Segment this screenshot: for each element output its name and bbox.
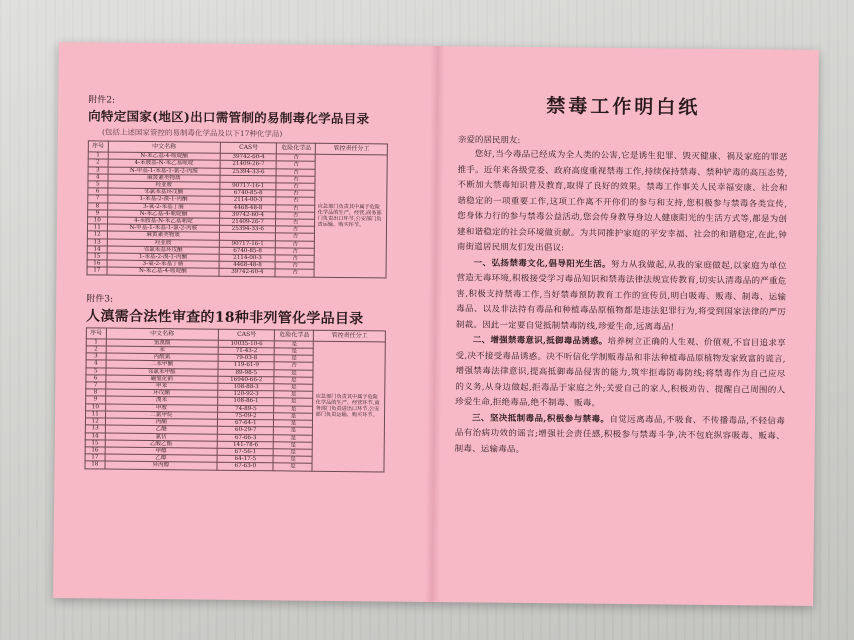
paragraph-text: 您好,当今毒品已经成为全人类的公害,它是诱生犯罪、毁灭健康、祸及家庭的罪恶推手。近年来各级党委、政府高度重视禁毒工作,持续保持禁毒、禁种铲毒的高压态势,不断加大禁毒知识普及教育,取得了良好的效果。禁毒工作事关人民幸福安康、社会和谐稳定的一项重要工作,这项工作离不开你们的参与和支持,您积极参与禁毒各类宣传,您身体力行的参与禁毒公益活动,您会传身教导身边人健康阳光的生活方式等,都是为创建和谐稳定的社会环境做贡献。为共同推护家庭的平安幸福、社会的和谐稳定,在此,钟南街道居民朋友们发出倡议: [456, 149, 788, 254]
appendix3-label: 附件3: [86, 293, 114, 305]
chemical-name-cell: 3-氧-2-苯基丁腈 [107, 260, 220, 268]
header-cell: CAS号 [218, 329, 274, 341]
cas-number-cell: 90717-16-1 [219, 240, 275, 248]
chemical-name-cell: 麻黄素类物质 [107, 174, 220, 182]
chemical-name-cell: 4-苯胺基-N-苯乙基哌啶 [108, 159, 221, 167]
chemical-name-cell: N-苯乙基-4-哌啶酮 [107, 210, 220, 218]
hazardous-flag-cell: 是 [274, 449, 313, 457]
chemical-name-cell: 乙酸乙酯 [105, 440, 218, 448]
row-number-cell: 13 [87, 238, 107, 245]
hazardous-flag-cell: 否 [276, 190, 315, 198]
hazardous-flag-cell: 是 [273, 463, 312, 471]
row-number-cell: 15 [87, 253, 107, 260]
row-number-cell: 4 [86, 360, 106, 367]
chemical-name-cell: 1-苯基-2-溴-1-丙酮 [107, 195, 220, 203]
hazardous-flag-cell: 否 [276, 226, 315, 234]
appendix3-title: 人滇需合法性审查的18种非列管化学品目录 [85, 307, 364, 327]
hazardous-flag-cell: 是 [274, 427, 313, 435]
chemical-name-cell: N-苯乙基-4-哌啶酮 [108, 152, 221, 160]
cas-number-cell: 71-43-2 [218, 347, 274, 355]
chemical-name-cell: 羟亚胺 [107, 239, 220, 247]
hazardous-flag-cell: 是 [275, 341, 314, 349]
hazardous-flag-cell: 是 [274, 420, 313, 428]
chemical-name-cell: N-苯乙基-4-哌啶酮 [106, 268, 219, 276]
chemical-name-cell: 氯仿 [105, 433, 218, 441]
cas-number-cell: 120-92-3 [218, 391, 274, 399]
row-number-cell: 18 [85, 461, 105, 468]
row-number-cell: 13 [85, 425, 105, 432]
chemical-name-cell: 邻氯苯基环戊酮 [107, 246, 220, 254]
appendix2-subtitle: (包括上述国家管控的易制毒化学品及以下17种化学品) [101, 127, 283, 139]
appendix2-table-body [87, 152, 387, 278]
hazardous-flag-cell: 否 [276, 204, 315, 212]
hazardous-flag-cell: 否 [276, 197, 315, 205]
center-fold [425, 46, 445, 602]
chemical-name-cell: 甲苯 [105, 382, 218, 390]
row-number-cell: 9 [88, 210, 108, 217]
row-number-cell: 8 [86, 389, 106, 396]
paragraph-heading: 二、增强禁毒意识,抵御毒品诱惑。 [472, 335, 608, 347]
header-cell: 危险化学品 [275, 329, 314, 341]
paragraph-text: 自觉远离毒品,不吸食、不传播毒品,不轻信毒品有治病功效的谣言;增强社会责任感,积极参与禁毒斗争,决不包庇纵容吸毒、贩毒、制毒、运输毒品。 [454, 414, 786, 455]
header-cell: 管控责任分工 [314, 330, 386, 342]
cas-number-cell: 108-86-1 [218, 398, 274, 406]
hazardous-flag-cell: 是 [275, 348, 314, 356]
cas-number-cell: 4468-48-8 [219, 261, 275, 269]
paragraph-text: 培养树立正确的人生观、价值观,不盲目追求享受,决不接受毒品诱惑。决不听信化学制贩毒品和非法种植毒品原植物发家致富的谎言,增强禁毒法律意识,提高抵御毒品侵害的能力,筑牢拒毒防毒防线;将禁毒作为自己应尽的义务,从身边做起,拒毒品于家庭之外;关爱自己的家人,积极劝告、提醒自己周围的人珍爱生命,拒绝毒品,绝不制毒、贩毒。 [455, 336, 786, 409]
cas-number-cell: 119-61-9 [218, 362, 274, 370]
header-cell: 序号 [88, 141, 108, 152]
hazardous-flag-cell: 否 [276, 233, 315, 241]
chemical-name-cell: N-甲基-1-苯基-1-氯-2-丙胺 [108, 167, 221, 175]
hazardous-flag-cell: 否 [277, 154, 316, 162]
hazardous-flag-cell: 是 [274, 442, 313, 450]
row-number-cell: 10 [88, 217, 108, 224]
appendix3-table-body [85, 339, 385, 472]
cas-number-cell: 21409-26-7 [220, 161, 276, 169]
hazardous-flag-cell: 否 [277, 168, 316, 176]
cas-number-cell: 90717-16-1 [220, 182, 276, 190]
hazardous-flag-cell: 是 [274, 413, 313, 421]
body-paragraph [457, 147, 788, 259]
row-number-cell: 6 [88, 188, 108, 195]
cas-number-cell: 89-98-5 [218, 369, 274, 377]
row-number-cell: 5 [88, 181, 108, 188]
row-number-cell: 15 [85, 440, 105, 447]
hazardous-flag-cell: 否 [276, 176, 315, 184]
chemical-name-cell: 邻氯苯基环戊酮 [107, 188, 220, 196]
cas-number-cell: 67-63-0 [217, 463, 273, 471]
cas-number-cell: 67-64-1 [218, 419, 274, 427]
hazardous-flag-cell: 是 [274, 369, 313, 377]
hazardous-flag-cell: 否 [276, 248, 315, 256]
row-number-cell: 16 [85, 447, 105, 454]
row-number-cell: 7 [88, 195, 108, 202]
cas-number-cell: 75-09-2 [218, 412, 274, 420]
row-number-cell: 11 [87, 224, 107, 231]
chemical-name-cell: 羟亚胺 [107, 181, 220, 189]
row-number-cell: 9 [86, 396, 106, 403]
salutation: 亲爱的居民朋友: [457, 135, 521, 146]
row-number-cell: 5 [86, 368, 106, 375]
cas-number-cell: 64-17-5 [217, 455, 273, 463]
cas-number-cell: 60-29-7 [217, 427, 273, 435]
cas-number-cell: 16940-66-2 [218, 376, 274, 384]
body-paragraph [455, 411, 785, 461]
appendix3-table [84, 327, 385, 472]
chemical-name-cell: 异丙醇 [104, 461, 217, 469]
hazardous-flag-cell: 否 [276, 219, 315, 227]
cas-number-cell: 25394-33-6 [220, 168, 276, 176]
chemical-name-cell: 甲醇 [105, 447, 218, 455]
chemical-name-cell: 丙酮 [105, 418, 218, 426]
row-number-cell: 3 [86, 353, 106, 360]
chemical-name-cell: 邻氯苯甲醛 [105, 368, 218, 376]
hazardous-flag-cell: 是 [274, 456, 313, 464]
left-panel [84, 92, 418, 472]
anti-drug-leaflet [53, 42, 819, 606]
cas-number-cell: 67-56-1 [217, 448, 273, 456]
chemical-name-cell: N-甲基-1-苯基-1-氯-2-丙胺 [107, 224, 220, 232]
hazardous-flag-cell: 是 [274, 398, 313, 406]
chemical-name-cell: 1-苯基-2-溴-1-丙酮 [107, 253, 220, 261]
chemical-name-cell: 氢溴酸 [106, 339, 219, 347]
cas-number-cell: 141-78-6 [217, 441, 273, 449]
row-number-cell: 3 [88, 166, 108, 173]
row-number-cell: 8 [88, 202, 108, 209]
cas-number-cell: 10035-10-6 [218, 340, 274, 348]
chemical-name-cell: 环戊酮 [105, 389, 218, 397]
leaflet-title: 禁毒工作明白纸 [546, 95, 701, 119]
row-number-cell: 12 [85, 418, 105, 425]
chemical-name-cell: 乙醚 [105, 425, 218, 433]
cas-number-cell: 2114-00-3 [219, 254, 275, 262]
chemical-name-cell: 溴苯 [105, 397, 218, 405]
hazardous-flag-cell: 是 [274, 405, 313, 413]
appendix2-title: 向特定国家(地区)出口需管制的易制毒化学品目录 [88, 108, 370, 127]
hazardous-flag-cell: 是 [274, 377, 313, 385]
hazardous-flag-cell: 否 [275, 269, 314, 277]
header-cell: 中文名称 [106, 328, 219, 340]
row-number-cell: 4 [88, 174, 108, 181]
cas-number-cell: 25394-33-6 [220, 225, 276, 233]
hazardous-flag-cell: 否 [276, 183, 315, 191]
header-cell: 危险化学品 [277, 143, 316, 155]
cas-number-cell: 108-88-3 [218, 383, 274, 391]
hazardous-flag-cell: 否 [274, 362, 313, 370]
responsibility-note-cell: 应急部门负责其中属于危险化学品的生产、经营,商务部门负责出口环节,公安部门负责运输、购买环节。 [314, 154, 387, 277]
row-number-cell: 14 [85, 432, 105, 439]
header-cell: 序号 [86, 327, 106, 338]
cas-number-cell: 67-66-3 [217, 434, 273, 442]
chemical-name-cell: 丙酰氯 [106, 353, 219, 361]
row-number-cell: 6 [86, 375, 106, 382]
hazardous-flag-cell: 否 [276, 255, 315, 263]
cas-number-cell: 6740-85-8 [219, 247, 275, 255]
header-cell: 中文名称 [108, 141, 221, 153]
row-number-cell: 17 [85, 454, 105, 461]
row-number-cell: 14 [87, 246, 107, 253]
hazardous-flag-cell: 否 [276, 212, 315, 220]
hazardous-flag-cell: 是 [274, 391, 313, 399]
paragraph-heading: 三、坚决抵制毒品,积极参与禁毒。 [471, 412, 610, 425]
row-number-cell: 11 [85, 411, 105, 418]
right-panel [455, 82, 789, 460]
paragraph-heading: 一、弘扬禁毒文化,倡导阳光生活。 [473, 257, 612, 270]
chemical-name-cell: 硼氢化钠 [105, 375, 218, 383]
appendix2-table [86, 140, 387, 278]
row-number-cell: 1 [86, 339, 106, 346]
cas-number-cell: 4468-48-8 [220, 204, 276, 212]
row-number-cell: 2 [86, 346, 106, 353]
responsibility-note-cell: 应急部门负责其中属于危险化学品的生产、经营环节,商务部门负责进出口环节,公安部门负责运输、购买环节。 [312, 341, 385, 471]
hazardous-flag-cell: 是 [274, 434, 313, 442]
row-number-cell: 7 [86, 382, 106, 389]
chemical-name-cell: 苯 [106, 346, 219, 354]
cas-number-cell: 79-03-8 [218, 354, 274, 362]
cas-number-cell: 21409-26-7 [220, 218, 276, 226]
hazardous-flag-cell: 是 [275, 355, 314, 363]
cas-number-cell: 6740-85-8 [220, 189, 276, 197]
chemical-name-cell: 二氯甲烷 [105, 411, 218, 419]
hazardous-flag-cell: 否 [276, 262, 315, 270]
paragraph-text: 努力从我做起,从我的家庭做起,以家庭为单位营造无毒环境,积极接受学习毒品知识和禁毒法律法规宣传教育,切实认清毒品的严重危害,积极支持禁毒工作,当好禁毒预防教育工作的宣传员,明白吸毒、贩毒、制毒、运输毒品、以及非法持有毒品和种植毒品原植物都是违法犯罪行为,将受到国家法律的严厉制裁。因此一定要自觉抵制禁毒防线,珍爱生命,远离毒品! [455, 259, 787, 332]
row-number-cell: 17 [87, 267, 107, 274]
cas-number-cell: 39742-60-4 [219, 269, 275, 277]
cas-number-cell: 74-89-5 [218, 405, 274, 413]
chemical-name-cell: 3-氧-2-苯基丁腈 [107, 203, 220, 211]
row-number-cell: 1 [88, 152, 108, 159]
chemical-name-cell: 4-苯胺基-N-苯乙基哌啶 [107, 217, 220, 225]
hazardous-flag-cell: 否 [276, 240, 315, 248]
cas-number-cell: 2114-00-3 [220, 197, 276, 205]
chemical-name-cell: 甲胺 [105, 404, 218, 412]
chemical-name-cell: 二苯甲酮 [106, 361, 219, 369]
body-paragraph [456, 256, 787, 337]
hazardous-flag-cell: 是 [274, 384, 313, 392]
body-paragraphs [455, 147, 788, 460]
cas-number-cell: 39742-60-4 [220, 211, 276, 219]
row-number-cell: 12 [87, 231, 107, 238]
cas-number-cell: 39742-60-4 [220, 153, 276, 161]
header-cell: 管控责任分工 [316, 143, 388, 155]
appendix2-label: 附件2: [88, 95, 116, 106]
body-paragraph [455, 333, 786, 414]
hazardous-flag-cell: 否 [277, 161, 316, 169]
row-number-cell: 2 [88, 159, 108, 166]
chemical-name-cell: 乙醇 [105, 454, 218, 462]
chemical-name-cell: 麻黄素类物质 [107, 231, 220, 239]
row-number-cell: 10 [86, 404, 106, 411]
row-number-cell: 16 [87, 260, 107, 267]
header-cell: CAS号 [220, 142, 276, 154]
